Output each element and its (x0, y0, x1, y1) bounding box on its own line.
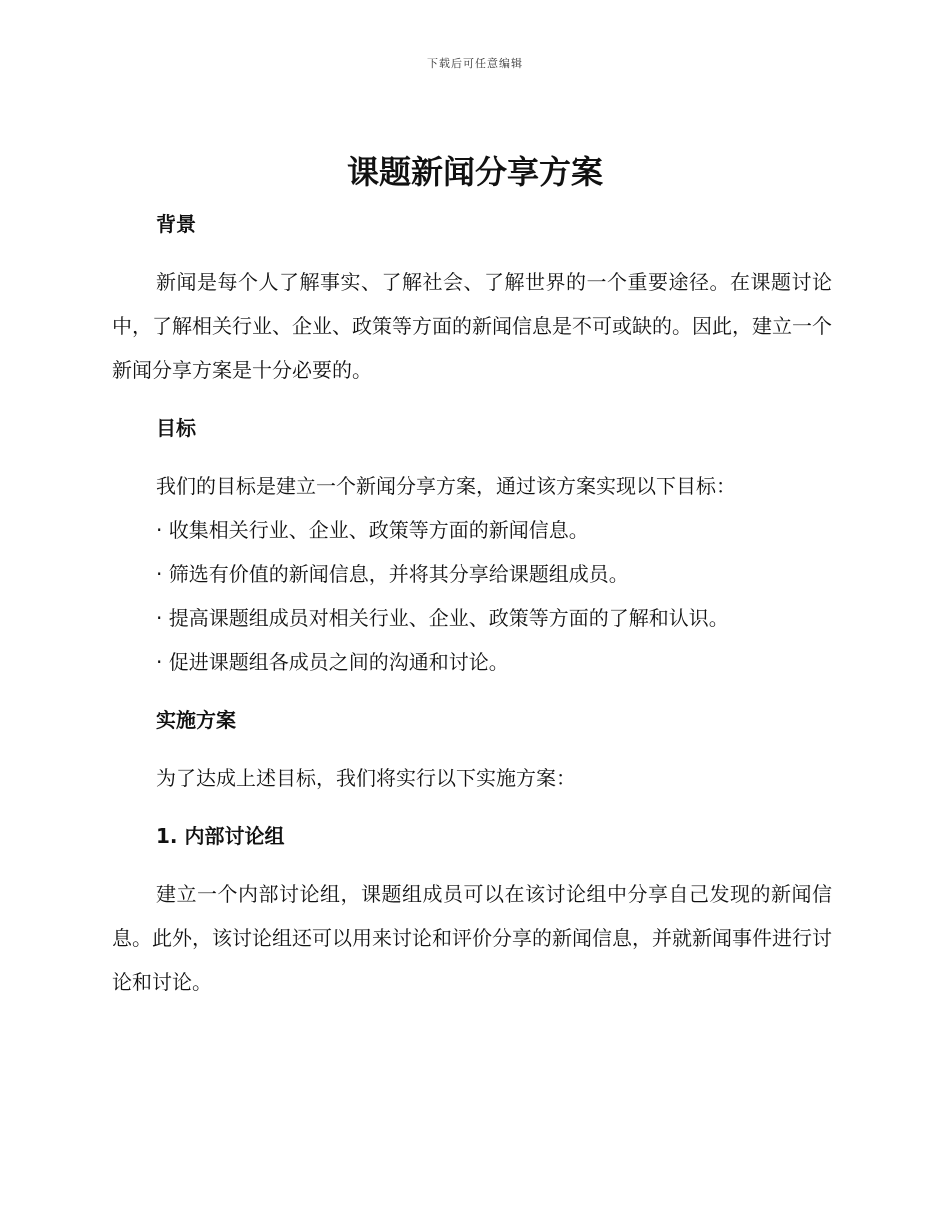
plan-subheading-1: 1. 内部讨论组 (156, 824, 285, 848)
goal-intro: 我们的目标是建立一个新闻分享方案，通过该方案实现以下目标： (156, 474, 736, 498)
goal-bullet-2: · 筛选有价值的新闻信息，并将其分享给课题组成员。 (156, 562, 629, 586)
document-body (112, 202, 832, 1004)
section-heading-plan: 实施方案 (156, 708, 236, 732)
background-paragraph: 新闻是每个人了解事实、了解社会、了解世界的一个重要途径。在课题讨论中，了解相关行业、企业、政策等方面的新闻信息是不可或缺的。因此，建立一个新闻分享方案是十分必要的。 (112, 270, 832, 382)
plan-intro: 为了达成上述目标，我们将实行以下实施方案： (156, 766, 576, 790)
section-heading-goal: 目标 (156, 416, 196, 440)
section-heading-background: 背景 (156, 212, 196, 236)
plan-paragraph-1: 建立一个内部讨论组，课题组成员可以在该讨论组中分享自己发现的新闻信息。此外，该讨论组还可以用来讨论和评价分享的新闻信息，并就新闻事件进行讨论和讨论。 (112, 882, 832, 994)
header-note: 下载后可任意编辑 (427, 57, 523, 70)
goal-bullet-4: · 促进课题组各成员之间的沟通和讨论。 (156, 650, 509, 674)
goal-bullet-1: · 收集相关行业、企业、政策等方面的新闻信息。 (156, 518, 589, 542)
document-title: 课题新闻分享方案 (346, 153, 603, 191)
goal-bullet-3: · 提高课题组成员对相关行业、企业、政策等方面的了解和认识。 (156, 606, 729, 630)
